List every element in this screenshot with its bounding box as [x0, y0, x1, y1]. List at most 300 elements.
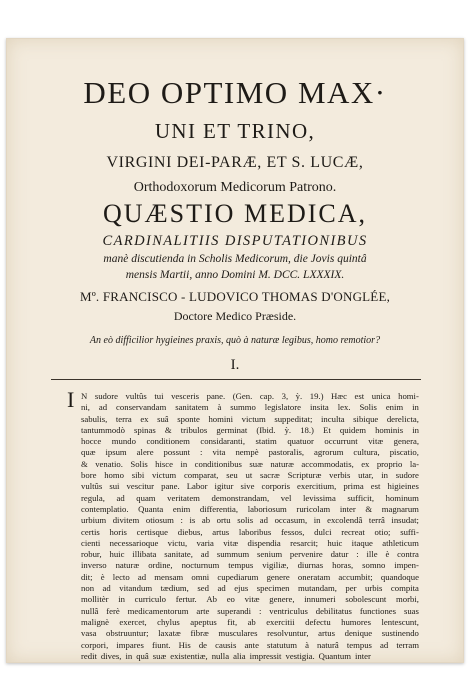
body-word: vultûs	[125, 391, 147, 401]
body-word: lentescunt,	[381, 616, 419, 627]
body-word: sabulis,	[81, 413, 108, 424]
body-word: homi-	[398, 391, 419, 401]
body-word: ỳ.	[295, 391, 303, 401]
body-word: ortu	[216, 515, 231, 526]
body-word: hominis	[375, 424, 404, 435]
body-word: tantummodò	[81, 424, 125, 435]
document-subtitle: CARDINALITIIS DISPUTATIONIBUS	[102, 233, 368, 249]
body-word: apeptus	[190, 616, 217, 627]
body-word: pastoralis,	[268, 447, 305, 458]
body-line	[81, 402, 419, 413]
body-word: ad	[259, 515, 268, 526]
body-word: vesceris	[171, 391, 200, 401]
section-divider	[51, 379, 421, 380]
body-word: divitem	[112, 515, 140, 526]
body-word: urbium	[81, 515, 107, 526]
body-word: :	[200, 447, 203, 458]
body-word: occurrunt	[324, 436, 358, 447]
body-word: homini	[208, 413, 234, 424]
body-word: &	[164, 424, 172, 435]
dedication-title: DEO OPTIMO MAX·	[83, 75, 387, 110]
body-word: recreat	[341, 526, 365, 537]
body-word: quæ	[81, 447, 96, 458]
body-word: insudat;	[391, 515, 419, 526]
body-word: fertur.	[175, 594, 197, 605]
body-word: causis	[215, 639, 237, 650]
body-word: ad	[137, 571, 147, 582]
body-word: sacræ	[260, 470, 280, 481]
body-word: His	[178, 639, 191, 650]
body-word: huic	[327, 537, 343, 548]
body-word: huic	[109, 549, 125, 560]
body-word: sanitate,	[164, 549, 193, 560]
body-word: &	[81, 458, 88, 469]
body-word: tædium,	[160, 583, 189, 594]
body-word: ante	[244, 639, 259, 650]
body-word: dit;	[81, 571, 93, 582]
body-word: ad	[380, 639, 389, 650]
body-word: morbi,	[396, 594, 419, 605]
body-word: redit	[81, 650, 97, 661]
body-word: magnarum	[381, 503, 419, 514]
body-word: :	[356, 549, 359, 560]
body-word: mutandam,	[298, 583, 337, 594]
body-word: derelicta,	[386, 413, 419, 424]
body-word: &	[365, 503, 373, 514]
body-word: vitæ	[223, 537, 239, 548]
body-word: sed	[197, 583, 209, 594]
body-word: otio;	[374, 526, 391, 537]
body-word: accommodatis,	[301, 458, 354, 469]
body-word: certisque	[136, 526, 168, 537]
body-line	[81, 572, 419, 583]
body-word: genere,	[269, 594, 295, 605]
body-word: ex	[140, 413, 149, 424]
body-word: ferè	[106, 605, 120, 616]
body-word: eo	[226, 594, 235, 605]
body-word: inverso	[81, 560, 107, 571]
body-word: per	[345, 583, 357, 594]
body-word: fessos,	[280, 526, 305, 537]
body-word: summum	[216, 549, 250, 560]
body-word: exercitium,	[297, 481, 337, 492]
section-numeral: I.	[230, 357, 240, 373]
body-word: vitæ	[244, 594, 260, 605]
body-word: pane.	[161, 481, 180, 492]
body-word: ad	[102, 583, 111, 594]
body-word: ejus	[234, 583, 249, 594]
body-word: cupediarum	[217, 571, 259, 582]
body-word: vasa	[81, 628, 97, 639]
body-word: vultûs	[81, 481, 103, 492]
body-word: superandi	[217, 605, 252, 616]
body-word: terrâ	[368, 515, 385, 526]
body-word: 3,	[281, 391, 289, 401]
body-word: venatio.	[95, 458, 123, 469]
body-word: enim	[385, 402, 404, 413]
body-word: à	[305, 639, 309, 650]
body-word: corporis	[261, 481, 290, 492]
body-word: obstruuntur;	[106, 628, 149, 639]
body-word: proprio	[376, 458, 403, 469]
body-word: in	[313, 515, 321, 526]
body-word: spinas	[134, 424, 156, 435]
body-word: considaranti,	[200, 436, 246, 447]
body-word: resolvuntur,	[267, 628, 309, 639]
body-word: conditionibus	[194, 458, 242, 469]
body-word: victum	[152, 470, 177, 481]
body-word: datur	[330, 549, 349, 560]
body-word: inter	[355, 650, 371, 661]
body-line	[81, 414, 419, 425]
body-word: Scripturæ	[287, 470, 322, 481]
body-word: compita	[390, 583, 419, 594]
body-word: quâ	[136, 650, 149, 661]
body-word: laboribus	[238, 526, 272, 537]
body-word: ille	[366, 549, 378, 560]
body-word: ordine,	[148, 560, 173, 571]
body-word: è	[385, 549, 390, 560]
body-word: veritatem	[167, 492, 200, 503]
body-line	[81, 504, 419, 515]
body-word: bore	[81, 470, 97, 481]
body-word: Labor	[186, 481, 208, 492]
body-line	[81, 549, 419, 560]
body-word: pervenire	[289, 549, 323, 560]
body-word: verbis	[329, 470, 351, 481]
body-word: ventriculus	[269, 605, 308, 616]
body-word: naturâ	[317, 639, 339, 650]
dedication-trinity: UNI ET TRINO,	[154, 119, 316, 143]
body-word: igitur	[214, 481, 234, 492]
body-word: insita	[309, 402, 329, 413]
body-word: nullâ	[81, 605, 99, 616]
body-word: impares	[116, 639, 144, 650]
body-word: de	[198, 639, 208, 650]
body-word: naturæ	[270, 458, 294, 469]
body-word: terra	[115, 413, 132, 424]
body-word: hominum	[385, 492, 419, 503]
body-word: dulci	[314, 526, 332, 537]
body-word: robur,	[81, 549, 102, 560]
body-word: impressit	[249, 650, 282, 661]
body-word: vitæ	[368, 436, 384, 447]
body-word: hisce	[155, 458, 174, 469]
body-word: Solis	[359, 402, 377, 413]
body-word: humores	[341, 616, 372, 627]
body-word: in	[125, 650, 133, 661]
body-word: defectu	[305, 616, 331, 627]
body-word: quatuor	[287, 436, 314, 447]
body-word: artus	[318, 628, 335, 639]
body-word: 19.)	[309, 391, 324, 401]
body-word: ad	[98, 402, 108, 413]
body-word: contra	[397, 549, 419, 560]
body-word: inculta	[320, 413, 345, 424]
body-word: mensam	[154, 571, 184, 582]
body-word: :	[258, 605, 262, 616]
body-line	[81, 617, 419, 628]
body-word: mollitèr	[81, 594, 109, 605]
body-word: in	[118, 594, 125, 605]
body-word: illibata	[132, 549, 157, 560]
body-word: terram	[396, 639, 419, 650]
body-word: ex	[361, 458, 370, 469]
body-word: homo	[104, 470, 124, 481]
drop-cap: I	[67, 387, 75, 412]
body-line	[81, 436, 419, 447]
president-title: Doctore Medico Præside.	[173, 309, 297, 323]
body-word: in	[381, 470, 388, 481]
body-word: cultura,	[353, 447, 380, 458]
president-name: Mº. FRANCISCO - LUDOVICO THOMAS D'ONGLÉE,	[79, 289, 391, 304]
body-word: suâ	[157, 413, 169, 424]
body-word: debilitatus	[315, 605, 352, 616]
body-word: diurnas	[297, 560, 324, 571]
body-word: lecto	[112, 571, 130, 582]
body-word: ni,	[81, 402, 90, 413]
body-word: statutum	[267, 639, 297, 650]
body-word: mundo	[111, 436, 136, 447]
body-word: dispendia	[247, 537, 281, 548]
body-word: seu	[226, 470, 238, 481]
body-word: laxatæ	[158, 628, 181, 639]
body-word: in	[180, 458, 188, 469]
thesis-question: An eò difficilior hygieines praxis, quò à naturæ legibus, homo remotior?	[89, 335, 381, 346]
body-word: fibræ	[190, 628, 209, 639]
body-word: sudore	[395, 470, 419, 481]
body-word: sive	[240, 481, 255, 492]
body-word: urbis	[365, 583, 383, 594]
body-word: exercet,	[119, 616, 147, 627]
body-word: genere	[266, 571, 290, 582]
body-word: prima	[343, 481, 364, 492]
body-word: vigiliæ,	[262, 560, 289, 571]
body-word: ut	[245, 470, 253, 481]
body-line	[81, 391, 419, 402]
body-word: oneratam	[297, 571, 331, 582]
body-word: alere	[136, 447, 154, 458]
body-word: germinat	[216, 424, 248, 435]
body-word: medicamentorum	[127, 605, 189, 616]
body-word: ab	[247, 616, 256, 627]
body-word: possunt	[163, 447, 191, 458]
body-word: genera,	[393, 436, 419, 447]
body-word: vitandum	[119, 583, 153, 594]
body-word: Quanta	[138, 503, 164, 514]
body-word: varia	[196, 537, 214, 548]
document-title: QUÆSTIO MEDICA,	[103, 199, 367, 228]
body-word: impen-	[394, 560, 419, 571]
body-word: tempus	[346, 639, 372, 650]
body-word: necessarioque	[109, 537, 159, 548]
body-word: ad	[217, 583, 226, 594]
body-word: laboriosum	[247, 503, 287, 514]
body-word: excolendâ	[327, 515, 363, 526]
body-word: accumbit;	[338, 571, 373, 582]
body-line	[81, 459, 419, 470]
body-word: nocturnum	[181, 560, 220, 571]
body-word: suffi-	[400, 526, 419, 537]
body-word: hocce	[81, 436, 102, 447]
body-line	[81, 560, 419, 571]
body-word: conservandam	[116, 402, 167, 413]
body-word: ab	[201, 515, 211, 526]
body-line	[81, 481, 419, 492]
body-word: sibi	[131, 470, 145, 481]
body-word: est	[354, 391, 365, 401]
dedication-virgin: VIRGINI DEI-PARÆ, ET S. LUCÆ,	[106, 154, 364, 171]
body-word: :	[180, 515, 183, 526]
body-word: quidem	[339, 424, 366, 435]
dedication-patron: Orthodoxorum Medicorum Patrono.	[133, 180, 337, 195]
body-word: otiosum	[145, 515, 174, 526]
body-word: regula,	[81, 492, 105, 503]
body-word: sustinendo	[381, 628, 419, 639]
body-word: utar,	[358, 470, 374, 481]
body-word: est	[370, 481, 381, 492]
body-word: ỳ.	[284, 424, 292, 435]
body-line	[81, 628, 419, 639]
body-word: ad	[200, 549, 209, 560]
body-word: nulla	[211, 650, 230, 661]
body-word: quam	[136, 492, 156, 503]
body-word: cap.	[259, 391, 275, 401]
body-word: sui	[109, 481, 120, 492]
body-word: N	[81, 391, 88, 401]
body-text	[81, 391, 419, 662]
document-page	[6, 38, 464, 663]
body-word: specimen	[256, 583, 290, 594]
body-word: non	[81, 583, 95, 594]
body-word: sudore	[94, 391, 118, 401]
body-line	[81, 470, 419, 481]
body-word: functiones	[359, 605, 397, 616]
body-word: denique	[344, 628, 373, 639]
body-word: horis	[109, 526, 127, 537]
body-word: levissima	[302, 492, 336, 503]
body-word: Solis	[130, 458, 148, 469]
body-word: existentiæ,	[170, 650, 208, 661]
body-word: è	[100, 571, 105, 582]
date-line-1: manè discutienda in Scholis Medicorum, die Jovis quintâ	[103, 253, 367, 265]
body-word: malignè	[81, 616, 109, 627]
body-word: higieines	[387, 481, 419, 492]
body-word: vita	[212, 447, 226, 458]
body-word: victu,	[167, 537, 188, 548]
body-word: sanitatem	[175, 402, 209, 413]
body-word: la-	[409, 458, 419, 469]
body-word: contemplatio.	[81, 503, 129, 514]
body-word: musculares	[218, 628, 258, 639]
body-word: agrorum	[314, 447, 344, 458]
body-word: chylus	[157, 616, 180, 627]
body-word: solis	[237, 515, 254, 526]
body-word: certis	[81, 526, 100, 537]
body-word: Hæc	[331, 391, 347, 401]
body-word: resarcit;	[290, 537, 319, 548]
body-word: artus	[212, 526, 230, 537]
body-word: naturæ	[115, 560, 140, 571]
body-word: Et	[323, 424, 331, 435]
body-word: in	[412, 402, 419, 413]
body-word: horas,	[332, 560, 354, 571]
body-line	[81, 527, 419, 538]
body-word: Ab	[206, 594, 217, 605]
body-word: ipsum	[105, 447, 127, 458]
body-line	[81, 447, 419, 458]
body-word: conditionem	[146, 436, 190, 447]
body-word: nempè	[235, 447, 259, 458]
body-word: arte	[196, 605, 210, 616]
body-word: comparat,	[183, 470, 219, 481]
body-word: 18.)	[300, 424, 314, 435]
body-line	[81, 583, 419, 594]
body-word: innumeri	[304, 594, 336, 605]
body-word: corpori,	[81, 639, 109, 650]
body-word: tempus	[228, 560, 254, 571]
body-word: sobolescunt	[345, 594, 387, 605]
body-word: fit,	[227, 616, 238, 627]
body-word: suæ	[249, 458, 263, 469]
body-line	[81, 606, 419, 617]
body-line	[81, 538, 419, 549]
body-word: vel	[280, 492, 292, 503]
body-word: vestigia.	[285, 650, 315, 661]
date-line-2: mensis Martii, anno Domini M. DCC. LXXXIX.	[125, 269, 345, 281]
body-word: sufficit,	[347, 492, 375, 503]
body-word: pane.	[206, 391, 226, 401]
body-word: victum	[241, 413, 266, 424]
body-word: tui	[154, 391, 164, 401]
body-word: somno	[362, 560, 386, 571]
body-word: à	[217, 402, 222, 413]
body-line	[81, 594, 419, 605]
body-word: senium	[256, 549, 283, 560]
body-word: sibique	[353, 413, 379, 424]
body-word: unica	[371, 391, 391, 401]
body-word: ruricolam	[296, 503, 331, 514]
body-word: (Gen.	[232, 391, 253, 401]
body-word: lex.	[337, 402, 351, 413]
body-line	[81, 493, 419, 504]
body-word: statim	[255, 436, 277, 447]
body-word: cienti	[81, 537, 101, 548]
body-word: in	[412, 424, 419, 435]
body-word: suas	[403, 605, 419, 616]
body-word: omni	[191, 571, 210, 582]
body-word: suæ	[152, 650, 167, 661]
body-word: suppeditat;	[274, 413, 313, 424]
body-word: tribulos	[180, 424, 208, 435]
body-word: alia	[233, 650, 246, 661]
body-line	[81, 651, 419, 662]
body-word: occasum,	[274, 515, 308, 526]
body-word: is	[189, 515, 196, 526]
body-word: enim	[172, 503, 191, 514]
body-line	[81, 515, 419, 526]
body-word: vescitur	[126, 481, 155, 492]
body-word: exercitii	[266, 616, 295, 627]
body-word: Quantum	[318, 650, 352, 661]
body-word: sponte	[177, 413, 200, 424]
body-word: quandoque	[380, 571, 419, 582]
body-word: summo	[230, 402, 256, 413]
body-word: curriculo	[134, 594, 167, 605]
body-word: diebus,	[177, 526, 203, 537]
body-word: (Ibid.	[256, 424, 276, 435]
body-word: athleticum	[382, 537, 419, 548]
